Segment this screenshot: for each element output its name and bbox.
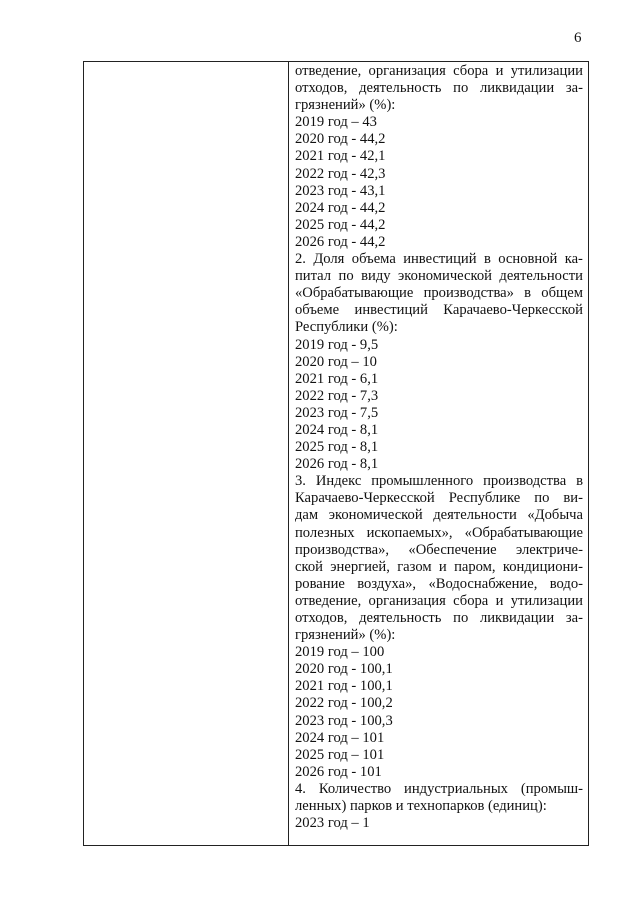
text-line: 2022 год - 42,3	[295, 165, 386, 182]
table-left-cell	[84, 62, 289, 845]
text-line: 2019 год – 100	[295, 644, 385, 661]
text-line	[295, 251, 583, 268]
text-line	[295, 268, 583, 285]
word: дам	[295, 507, 319, 524]
text-line	[295, 525, 583, 542]
word: электриче-	[516, 541, 583, 558]
word: ви-	[563, 490, 583, 507]
text-line: 2026 год - 8,1	[295, 456, 379, 473]
word: ка-	[564, 251, 583, 268]
word: и	[438, 558, 447, 575]
text-line: 2024 год - 44,2	[295, 199, 386, 216]
word: отходов,	[295, 80, 348, 97]
word: по	[534, 490, 550, 507]
word: газом	[397, 558, 432, 575]
word: общем	[541, 285, 583, 302]
text-line: Республики (%):	[295, 319, 398, 336]
word: деятельности	[499, 268, 583, 285]
page-number: 6	[574, 30, 582, 46]
text-line: ленных) парков и технопарков (единиц):	[295, 798, 547, 815]
text-line: грязнений» (%):	[295, 97, 396, 114]
word: объема	[351, 251, 396, 268]
text-line: 2026 год - 44,2	[295, 233, 386, 250]
word: «Обрабатывающие	[295, 285, 414, 302]
word: деятельности	[433, 507, 517, 524]
word: за-	[565, 610, 583, 626]
word: Индекс	[315, 473, 362, 490]
text-line: 2025 год - 44,2	[295, 216, 386, 233]
text-line: 2024 год – 101	[295, 729, 385, 746]
text-line: 2020 год – 10	[295, 353, 377, 370]
text-line: 2026 год - 101	[295, 763, 382, 780]
word: основной	[498, 251, 558, 268]
word: экономической	[398, 268, 492, 285]
text-line	[295, 302, 583, 319]
word: Доля	[313, 251, 345, 268]
text-line	[295, 473, 583, 490]
text-line	[295, 576, 583, 593]
word: промышленного	[371, 473, 474, 490]
word: «Обрабатывающие	[464, 524, 583, 541]
word: в	[576, 473, 583, 490]
text-line	[295, 542, 583, 559]
word: ликвидации	[479, 80, 555, 97]
word: экономической	[328, 507, 423, 524]
word: энергией,	[330, 558, 390, 575]
text-line: 2023 год – 1	[295, 815, 370, 832]
text-line: 2025 год - 8,1	[295, 439, 379, 456]
word: ликвидации	[479, 610, 555, 626]
text-line: 2021 год - 100,1	[295, 678, 393, 695]
word: организация	[368, 592, 446, 609]
text-line: 2019 год - 9,5	[295, 336, 379, 353]
text-line: 2025 год – 101	[295, 746, 385, 763]
word: (промыш-	[520, 780, 583, 797]
word: утилизации	[510, 63, 583, 79]
text-line: 2023 год - 43,1	[295, 182, 386, 199]
word: Карачаево-Черкесской	[295, 490, 435, 507]
word: сбора	[453, 592, 489, 609]
text-line	[295, 610, 583, 627]
word: в	[524, 285, 532, 302]
text-line: 2021 год - 6,1	[295, 370, 379, 387]
text-line: 2020 год - 44,2	[295, 131, 386, 148]
word: питал	[295, 268, 332, 285]
word: по	[453, 610, 469, 626]
word: индустриальных	[404, 780, 508, 797]
document-table	[83, 61, 589, 846]
word: полезных	[295, 524, 355, 541]
word: «Обеспечение	[408, 541, 497, 558]
word: производства»	[423, 285, 514, 302]
word: объеме	[295, 302, 340, 319]
word: инвестиций	[354, 302, 428, 319]
word: кондициони-	[502, 558, 583, 575]
text-line	[295, 63, 583, 80]
text-line: 2020 год - 100,1	[295, 661, 393, 678]
text-line: 2023 год - 100,3	[295, 712, 393, 729]
text-line: грязнений» (%):	[295, 627, 396, 644]
table-right-cell	[289, 62, 588, 845]
text-line	[295, 285, 583, 302]
word: деятельность	[359, 610, 442, 626]
text-line	[295, 781, 583, 798]
text-line: 2022 год - 7,3	[295, 387, 379, 404]
text-line	[295, 593, 583, 610]
word: в	[483, 251, 491, 268]
word: ской	[295, 558, 323, 575]
text-line: 2019 год – 43	[295, 114, 377, 131]
word: организация	[368, 63, 446, 79]
word: сбора	[453, 63, 489, 79]
word: «Добыча	[527, 507, 583, 524]
word: рование	[295, 575, 345, 592]
word: отведение,	[295, 63, 362, 79]
word: и	[495, 592, 504, 609]
text-line: 2021 год - 42,1	[295, 148, 386, 165]
text-line	[295, 80, 583, 97]
word: и	[495, 63, 504, 79]
word: ископаемых»,	[366, 524, 453, 541]
word: отходов,	[295, 610, 348, 626]
word: паром,	[454, 558, 496, 575]
word: по	[338, 268, 354, 285]
word: «Водоснабжение,	[428, 575, 538, 592]
text-line	[295, 559, 583, 576]
word: деятельность	[359, 80, 442, 97]
word: инвестиций	[403, 251, 477, 268]
word: отведение,	[295, 592, 362, 609]
word: утилизации	[510, 592, 583, 609]
word: виду	[361, 268, 391, 285]
word: Количество	[318, 780, 392, 797]
word: Республике	[448, 490, 521, 507]
word: за-	[565, 80, 583, 97]
word: 2.	[295, 251, 306, 268]
word: производства	[483, 473, 567, 490]
text-line: 2022 год - 100,2	[295, 695, 393, 712]
word: Карачаево-Черкесской	[443, 302, 583, 319]
text-line: 2024 год - 8,1	[295, 421, 379, 438]
text-line	[295, 490, 583, 507]
text-line	[295, 507, 583, 524]
word: водо-	[549, 575, 583, 592]
word: 3.	[295, 473, 306, 490]
word: воздуха»,	[357, 575, 417, 592]
word: 4.	[295, 780, 306, 797]
word: производства»,	[295, 541, 390, 558]
text-line: 2023 год - 7,5	[295, 404, 379, 421]
word: по	[453, 80, 469, 97]
